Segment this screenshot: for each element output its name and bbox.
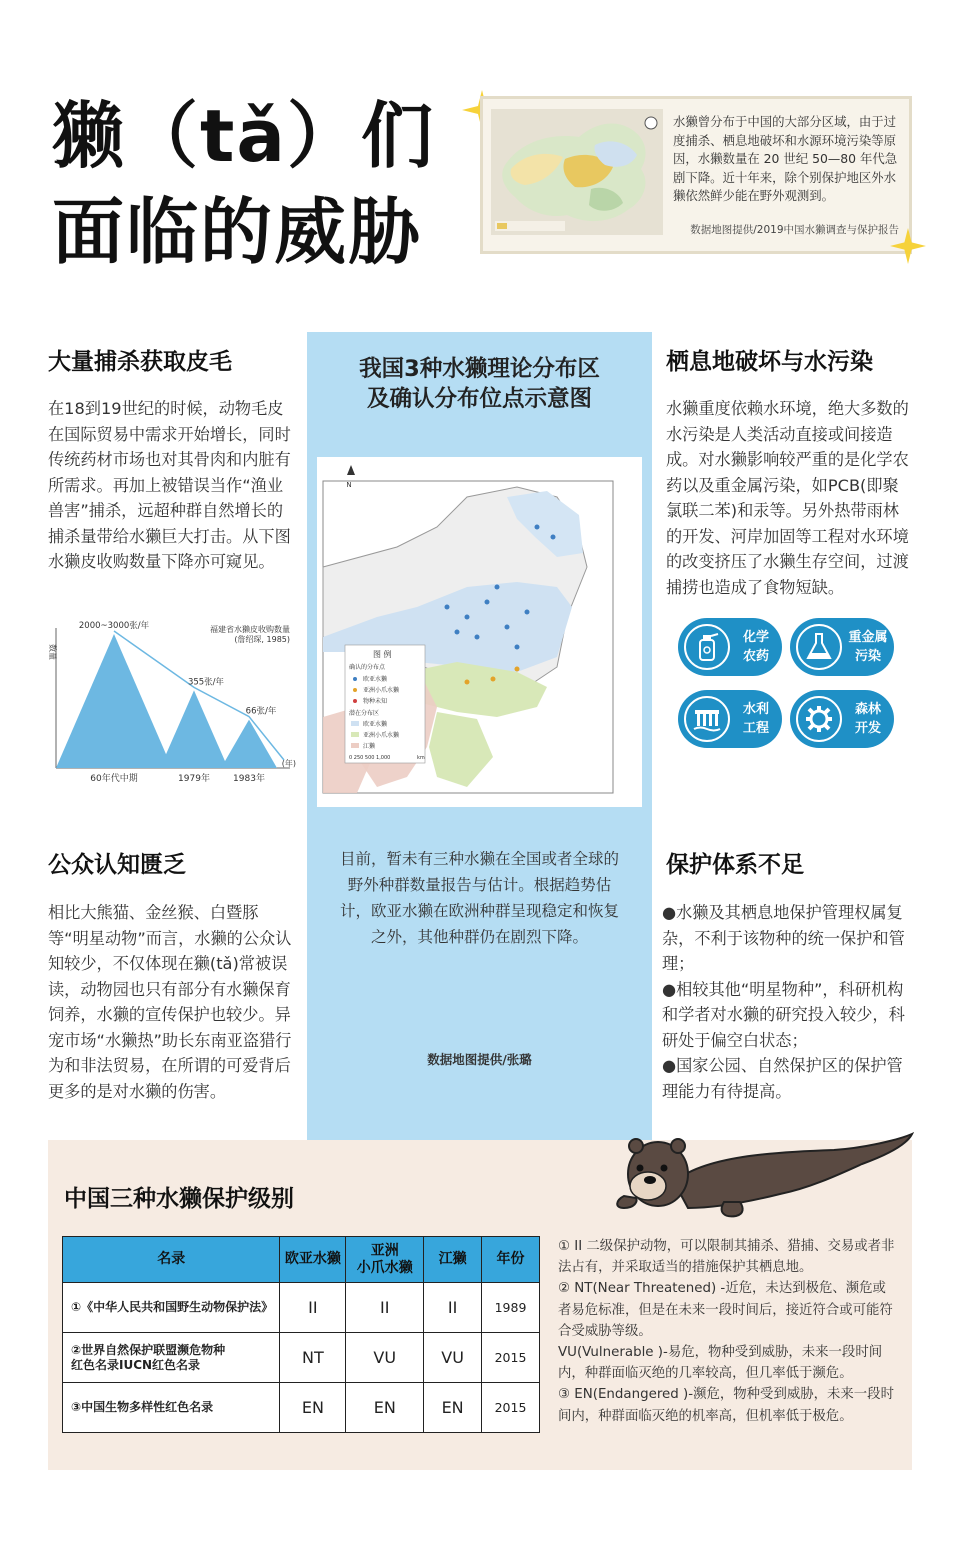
chart-area-peak (56, 634, 172, 768)
row-eurasian-level: NT (280, 1333, 346, 1383)
awareness-heading (48, 846, 186, 879)
distribution-note: 目前，暂未有三种水獭在全国或者全球的野外种群数量报告与估计。根据趋势估计，欧亚水獭在欧洲种群呈现稳定和恢复之外，其他种群仍在剧烈下降。 (339, 850, 619, 946)
protection-levels-panel (48, 1140, 912, 1470)
table-row (63, 1333, 540, 1383)
chart-category-label: 1979年 (178, 774, 210, 784)
title-line-2: 面临的威胁 (52, 190, 423, 274)
badge-water-project (678, 690, 782, 748)
chart-value-label: 2000~3000张/年 (78, 621, 150, 631)
heavy-metal-flask-icon (796, 624, 842, 670)
protection-heading-text: 保护体系不足 (666, 852, 804, 878)
protection-item: ●国家公园、自然保护区的保护管理能力有待提高。 (662, 1056, 903, 1101)
map-legend-title: 图 例 (373, 650, 392, 659)
row-list-name: ②世界自然保护联盟濒危物种 红色名录IUCN红色名录 (63, 1333, 280, 1383)
protection-list (662, 900, 916, 1104)
table-row (63, 1383, 540, 1433)
table-row (63, 1283, 540, 1333)
chart-title: 福建省水獭皮收购数量 (210, 625, 290, 634)
protection-levels-title: 中国三种水獭保护级别 (64, 1186, 294, 1212)
badge-forest-development-label: 森林 开发 (854, 702, 881, 736)
row-eurasian-level: II (280, 1283, 346, 1333)
protection-levels-table (62, 1236, 540, 1433)
otter-illustration (614, 1122, 914, 1232)
badge-heavy-metal-label: 重金属 污染 (848, 630, 888, 664)
historical-distribution-text: 水獭曾分布于中国的大部分区域，由于过度捕杀、栖息地破坏和水源环境污染等原因，水獭数量在 20 世纪 50—80 年代急剧下降。近十年来，除个别保护地区外水獭依然鲜少能在野外观测到。 (673, 114, 898, 204)
chart-category-label: 1983年 (233, 774, 265, 784)
historical-distribution-map (491, 109, 663, 235)
row-year: 2015 (482, 1333, 540, 1383)
dam-icon (684, 696, 730, 742)
row-smooth-coated-level: II (424, 1283, 482, 1333)
note-item: ① II 二级保护动物，可以限制其捕杀、猎捕、交易或者非法占有，并采取适当的措施保护其栖息地。 (558, 1239, 895, 1276)
note-item: VU(Vulnerable )-易危，物种受到威胁，未来一段时间内，种群面临灭绝的几率较高，但几率低于濒危。 (558, 1345, 883, 1382)
map-legend-area-eurasian: 欧亚水獭 (363, 721, 388, 728)
map-legend-area-small-clawed: 亚洲小爪水獭 (363, 732, 400, 739)
pelt-purchase-chart (44, 620, 300, 790)
column-header-eurasian-otter: 欧亚水獭 (280, 1237, 346, 1283)
map-legend-potential: 潜在分布区 (349, 710, 380, 717)
map-legend-area-smooth-coated: 江獭 (363, 743, 376, 750)
habitat-heading-text: 栖息地破坏与水污染 (666, 349, 873, 375)
map-legend-point-unknown: 物种未知 (363, 698, 388, 705)
protection-item: ●相较其他“明星物种”，科研机构和学者对水獭的研究投入较少，科研处于偏空白状态； (662, 979, 905, 1050)
row-smooth-coated-level: EN (424, 1383, 482, 1433)
map-scale-unit: km (417, 755, 425, 761)
chart-value-label: 355张/年 (187, 677, 225, 688)
row-list-name: ①《中华人民共和国野生动物保护法》 (63, 1283, 280, 1333)
chart-category-label: 60年代中期 (90, 774, 138, 784)
row-small-clawed-level: VU (346, 1333, 424, 1383)
gear-icon (796, 696, 842, 742)
column-header-smooth-coated-otter: 江獭 (424, 1237, 482, 1283)
row-list-name: ③中国生物多样性红色名录 (63, 1383, 280, 1433)
badge-pesticide-label: 化学 农药 (742, 630, 769, 664)
protection-heading (666, 846, 804, 879)
row-smooth-coated-level: VU (424, 1333, 482, 1383)
distribution-title-line-2: 及确认分布位点示意图 (366, 386, 592, 412)
map-legend-confirmed: 确认的分布点 (349, 664, 386, 671)
map-legend-point-eurasian: 欧亚水獭 (363, 676, 388, 683)
badge-forest-development (790, 690, 894, 748)
sparkle-icon (890, 228, 926, 264)
habitat-text: 水獭重度依赖水环境，绝大多数的水污染是人类活动直接或间接造成。对水獭影响较严重的是化学农药以及重金属污染，如PCB(即聚氯联二苯)和汞等。另外热带雨林的开发、河岸加固等工程对水环境的改变挤压了水獭生存空间，过渡捕捞也造成了食物短缺。 (666, 399, 909, 597)
distribution-title (307, 354, 652, 414)
chart-area-peak (221, 720, 277, 768)
page-title (52, 88, 435, 280)
table-header-row (63, 1237, 540, 1283)
row-year: 2015 (482, 1383, 540, 1433)
badge-water-project-label: 水利 工程 (742, 702, 769, 736)
chart-subtitle: (詹绍琛, 1985) (234, 635, 290, 644)
awareness-heading-text: 公众认知匮乏 (48, 852, 186, 878)
column-header-small-clawed-otter: 亚洲 小爪水獭 (346, 1237, 424, 1283)
badge-pesticide (678, 618, 782, 676)
awareness-text: 相比大熊猫、金丝猴、白暨豚等“明星动物”而言，水獭的公众认知较少，不仅体现在獭(tǎ)常被误读，动物园也只有部分有水獭保育饲养，水獭的宣传保护也较少。异宠市场“水獭热”助长东南亚盗猎行为和非法贸易，在所谓的可爱背后更多的是对水獭的伤害。 (48, 903, 292, 1101)
row-year: 1989 (482, 1283, 540, 1333)
title-line-1: 獭（tǎ）们 (52, 94, 436, 178)
column-header-list: 名录 (63, 1237, 280, 1283)
svg-text:N: N (346, 481, 352, 489)
chart-y-label: 数量 (48, 644, 57, 660)
distribution-credit: 数据地图提供/张璐 (427, 1052, 532, 1067)
column-header-year: 年份 (482, 1237, 540, 1283)
protection-item: ●水獭及其栖息地保护管理权属复杂，不利于该物种的统一保护和管理； (662, 903, 905, 973)
hunting-heading-text: 大量捕杀获取皮毛 (48, 349, 232, 375)
otter-distribution-map (317, 457, 642, 807)
hunting-heading (48, 343, 232, 376)
historical-distribution-card (480, 96, 912, 254)
pesticide-sprayer-icon (684, 624, 730, 670)
habitat-heading (666, 343, 873, 376)
row-small-clawed-level: II (346, 1283, 424, 1333)
note-item: ③ EN(Endangered )-濒危，物种受到威胁，未来一段时间内，种群面临灭绝的机率高，但机率低于极危。 (558, 1387, 894, 1424)
note-item: ② NT(Near Threatened) -近危，未达到极危、濒危或者易危标准，但是在未来一段时间后，接近符合或可能符合受威胁等级。 (558, 1281, 893, 1339)
map-legend-point-small-clawed: 亚洲小爪水獭 (363, 687, 400, 694)
chart-value-label: 66张/年 (245, 706, 277, 717)
chart-x-label: (年) (281, 759, 296, 768)
distribution-title-line-1: 我国3种水獭理论分布区 (359, 356, 600, 382)
badge-heavy-metal (790, 618, 894, 676)
row-eurasian-level: EN (280, 1383, 346, 1433)
hunting-text: 在18到19世纪的时候，动物毛皮在国际贸易中需求开始增长，同时传统药材市场也对其骨肉和内脏有所需求。再加上被错误当作“渔业兽害”捕杀，远超种群自然增长的捕杀量带给水獭巨大打击。从下图水獭皮收购数量下降亦可窥见。 (48, 399, 291, 571)
protection-level-notes (558, 1236, 898, 1427)
map-scale: 0 250 500 1,000 (349, 755, 391, 761)
chart-area-peak (160, 690, 228, 768)
row-small-clawed-level: EN (346, 1383, 424, 1433)
historical-distribution-credit: 数据地图提供/2019中国水獭调查与保护报告 (690, 224, 899, 236)
